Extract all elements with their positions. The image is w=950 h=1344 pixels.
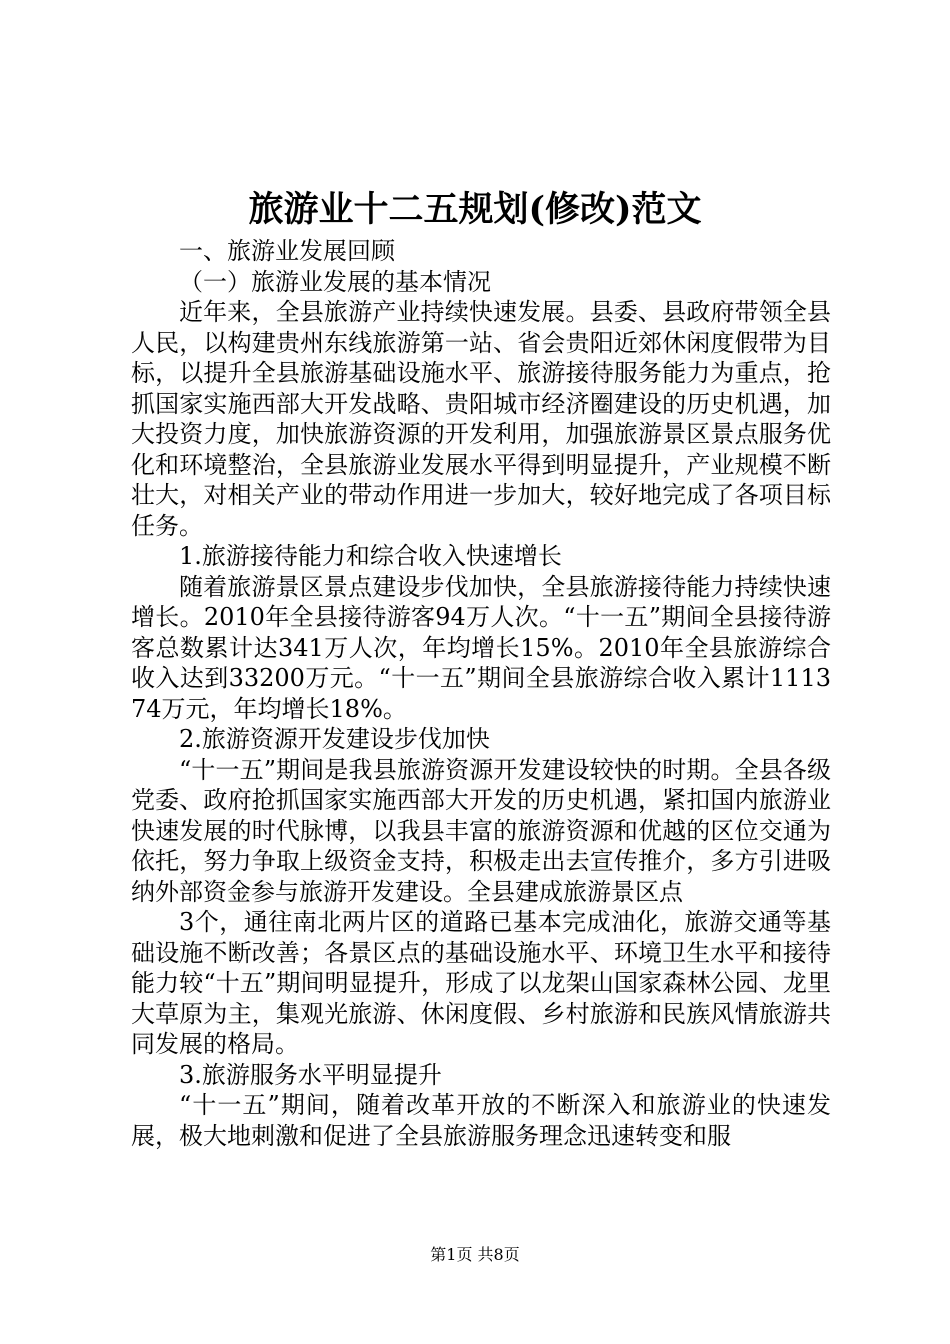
subsection-heading-2: 2.旅游资源开发建设步伐加快 [179,725,490,753]
document-body [131,236,831,1151]
body-paragraph-5: “十一五”期间，随着改革开放的不断深入和旅游业的快速发展，极大地刺激和促进了全县旅游服务理念迅速转变和服 [131,1091,831,1150]
body-paragraph-3: “十一五”期间是我县旅游资源开发建设较快的时期。全县各级党委、政府抢抓国家实施西部大开发的历史机遇，紧扣国内旅游业快速发展的时代脉博，以我县丰富的旅游资源和优越的区位交通为依托，努力争取上级资金支持，积极走出去宣传推介，多方引进吸纳外部资金参与旅游开发建设。全县建成旅游景区点 [131,755,831,906]
page-number-footer: 第1页 共8页 [430,1245,520,1264]
subsection-heading-3: 3.旅游服务水平明显提升 [179,1060,442,1089]
body-paragraph-1: 近年来，全县旅游产业持续快速发展。县委、县政府带领全县人民，以构建贵州东线旅游第一站、省会贵阳近郊休闲度假带为目标，以提升全县旅游基础设施水平、旅游接待服务能力为重点，抢抓国家实施西部大开发战略、贵阳城市经济圈建设的历史机遇，加大投资力度，加快旅游资源的开发利用，加强旅游景区景点服务优化和环境整治，全县旅游业发展水平得到明显提升，产业规模不断壮大，对相关产业的带动作用进一步加大，较好地完成了各项目标任务。 [131,298,831,540]
subsection-heading-1: 1.旅游接待能力和综合收入快速增长 [179,542,562,570]
document-title: 旅游业十二五规划(修改)范文 [248,189,702,230]
section-heading-1: 一、旅游业发展回顾 [179,237,395,265]
body-paragraph-4: 3个，通往南北两片区的道路已基本完成油化，旅游交通等基础设施不断改善；各景区点的基础设施水平、环境卫生水平和接待能力较“十五”期间明显提升，形成了以龙架山国家森林公园、龙里大草原为主，集观光旅游、休闲度假、乡村旅游和民族风情旅游共同发展的格局。 [131,908,831,1058]
section-heading-2: （一）旅游业发展的基本情况 [179,267,491,296]
body-paragraph-2: 随着旅游景区景点建设步伐加快，全县旅游接待能力持续快速增长。2010年全县接待游客94万人次。“十一五”期间全县接待游客总数累计达341万人次，年均增长15%。2010年全县旅游综合收入达到33200万元。“十一五”期间全县旅游综合收入累计111374万元，年均增长18%。 [131,572,831,723]
